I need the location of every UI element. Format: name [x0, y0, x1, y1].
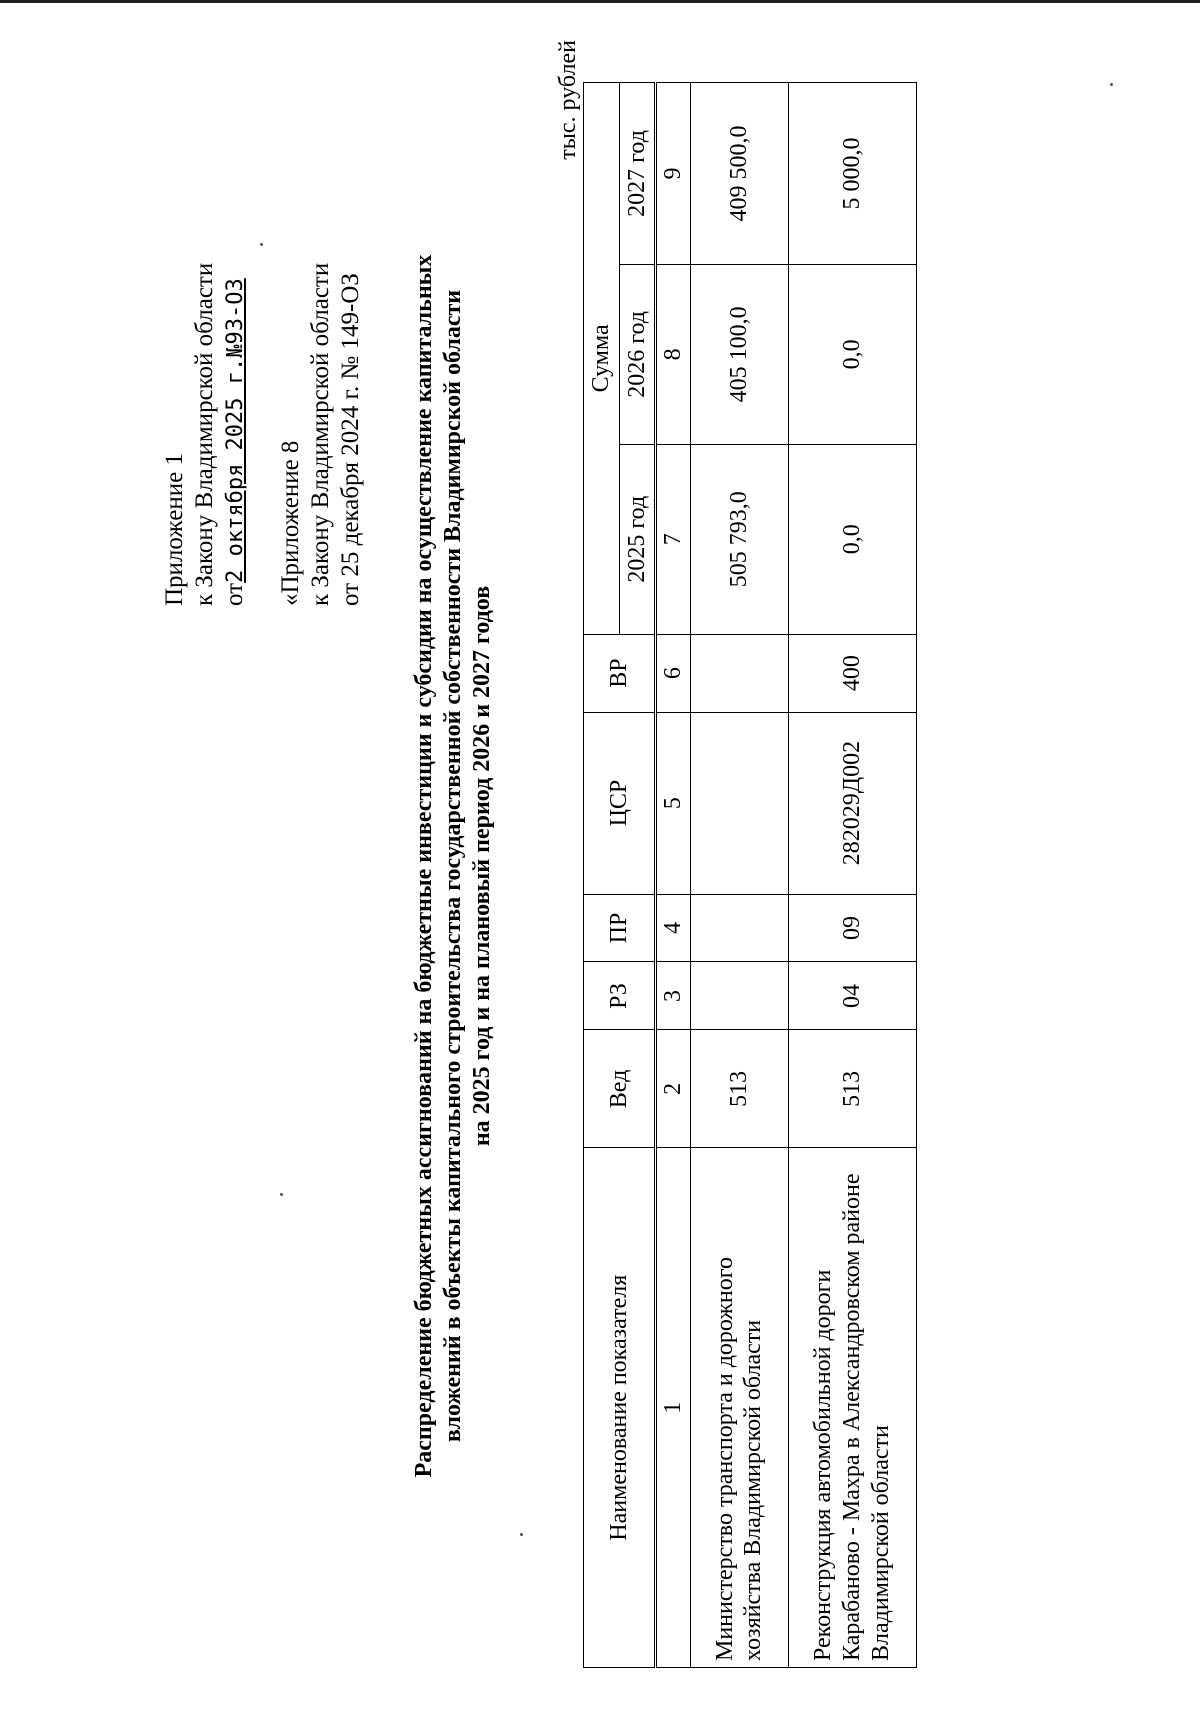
col-number: 6: [656, 634, 691, 712]
col-number: 9: [656, 83, 691, 265]
row-ved: 513: [788, 1030, 916, 1148]
row-2027: 5 000,0: [788, 83, 916, 265]
column-number-row: [656, 83, 691, 1668]
appendix-date-prefix: от: [221, 582, 248, 606]
budget-table: [583, 82, 917, 1668]
row-2025: 505 793,0: [690, 444, 788, 634]
scan-speck: [520, 1533, 523, 1536]
appendix-line-3: [220, 263, 250, 606]
header-pr: ПР: [584, 894, 656, 962]
row-name: Реконструкция автомобильной дороги Карабаново - Махра в Александровском районе Владимирской области: [788, 1148, 916, 1668]
row-pr: [690, 894, 788, 962]
scan-speck: [1110, 83, 1113, 86]
row-2026: 0,0: [788, 264, 916, 444]
appendix-block: [160, 263, 366, 606]
scan-speck: [260, 243, 263, 246]
row-vr: [690, 634, 788, 712]
row-name: Министерство транспорта и дорожного хозяйства Владимирской области: [690, 1148, 788, 1668]
old-appendix-line-2: к Закону Владимирской области: [307, 262, 334, 606]
header-ved: Вед: [584, 1030, 656, 1148]
appendix-date: 2 октября 2025 г.: [223, 357, 248, 583]
header-name: Наименование показателя: [584, 1148, 656, 1668]
row-2025: 0,0: [788, 444, 916, 634]
header-csr: ЦСР: [584, 712, 656, 894]
col-number: 2: [656, 1030, 691, 1148]
row-ved: 513: [690, 1030, 788, 1148]
header-2027: 2027 год: [620, 83, 656, 265]
header-row-1: [584, 83, 620, 1668]
row-rz: 04: [788, 962, 916, 1030]
table-row: [788, 83, 916, 1668]
title-line-1: Распределение бюджетных ассигнований на бюджетные инвестиции и субсидии на осуществление капитальных: [411, 254, 437, 1478]
title-line-2: вложений в объекты капитального строительства государственной собственности Владимирской области: [439, 289, 466, 1443]
units-label: тыс. рублей: [555, 40, 581, 160]
col-number: 3: [656, 962, 691, 1030]
appendix-law-number: №93-ОЗ: [223, 278, 248, 358]
header-2026: 2026 год: [620, 264, 656, 444]
header-sum: Сумма: [584, 83, 620, 635]
document-title: [410, 126, 496, 1606]
row-2026: 405 100,0: [690, 264, 788, 444]
row-2027: 409 500,0: [690, 83, 788, 265]
old-appendix-line-3: от 25 декабря 2024 г. № 149-ОЗ: [337, 273, 364, 606]
appendix-line-1: Приложение 1: [161, 453, 188, 606]
header-2025: 2025 год: [620, 444, 656, 634]
col-number: 7: [656, 444, 691, 634]
row-vr: 400: [788, 634, 916, 712]
col-number: 1: [656, 1148, 691, 1668]
row-pr: 09: [788, 894, 916, 962]
table-row: [690, 83, 788, 1668]
col-number: 5: [656, 712, 691, 894]
scan-speck: [280, 1193, 283, 1196]
row-csr: [690, 712, 788, 894]
row-rz: [690, 962, 788, 1030]
header-vr: ВР: [584, 634, 656, 712]
header-rz: РЗ: [584, 962, 656, 1030]
col-number: 4: [656, 894, 691, 962]
row-csr: 282029Д002: [788, 712, 916, 894]
col-number: 8: [656, 264, 691, 444]
old-appendix-line-1: «Приложение 8: [277, 440, 304, 606]
title-line-3: на 2025 год и на плановый период 2026 и 2027 годов: [468, 585, 495, 1147]
appendix-line-2: к Закону Владимирской области: [191, 262, 218, 606]
